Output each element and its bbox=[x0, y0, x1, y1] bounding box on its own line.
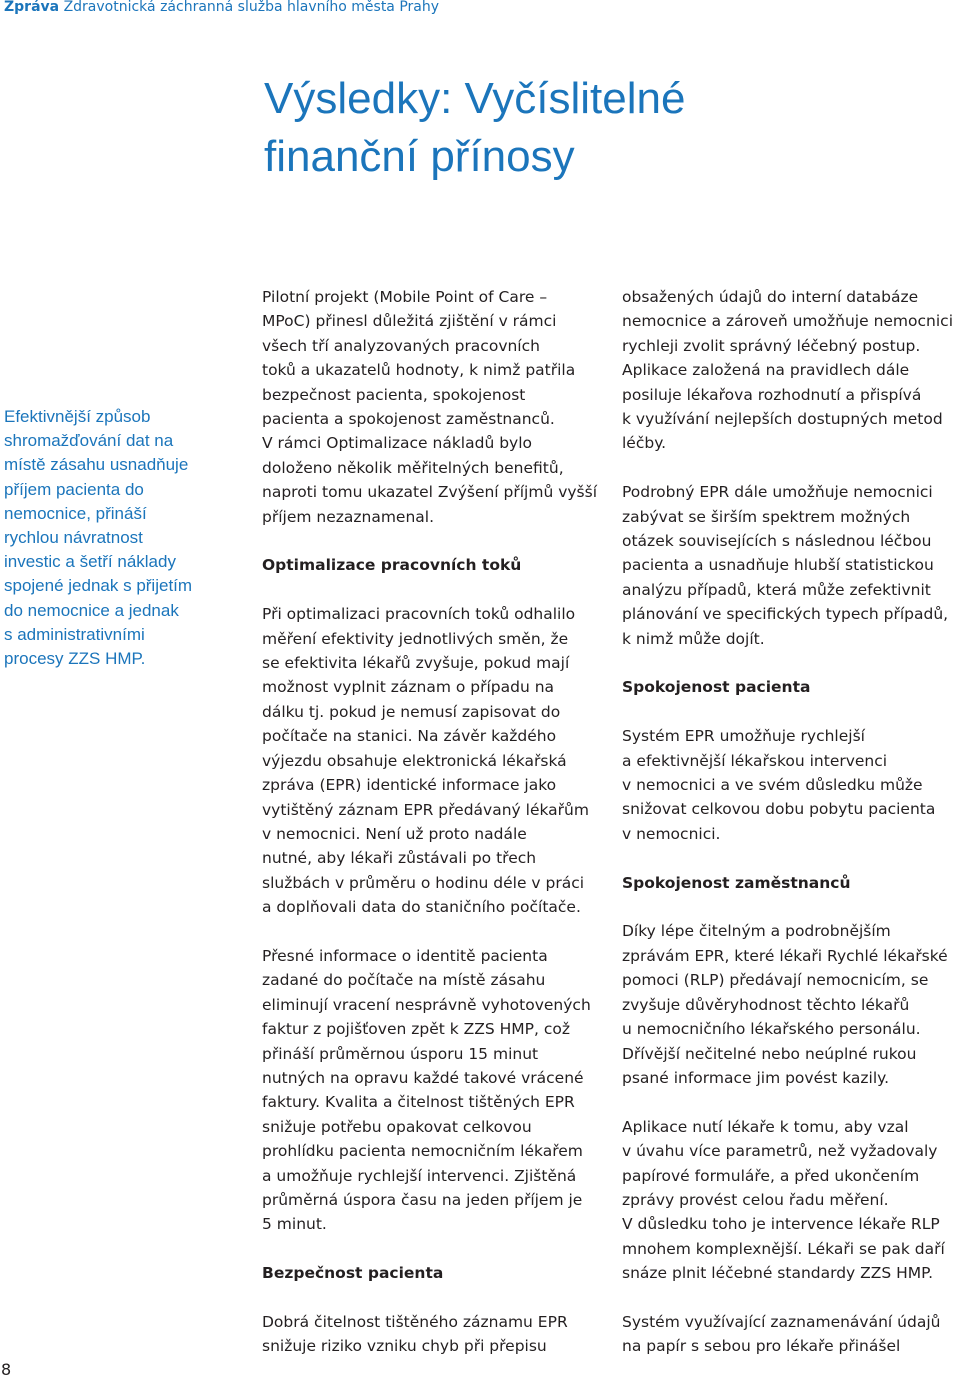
text-line: k nimž může dojít. bbox=[622, 629, 765, 648]
text-line: Systém EPR umožňuje rychlejší bbox=[622, 727, 865, 746]
text-line: mnohem komplexnější. Lékaři se pak daří bbox=[622, 1239, 945, 1258]
text-line: spojené jednak s přijetím bbox=[4, 576, 193, 596]
text-line: faktur z pojišťoven zpět k ZZS HMP, což bbox=[262, 1020, 571, 1039]
text-line: snižuje potřebu opakovat celkovou bbox=[262, 1117, 532, 1136]
text-line: v nemocnici. Není už proto nadále bbox=[262, 824, 527, 843]
heading-patient-safety: Bezpečnost pacienta bbox=[262, 1264, 444, 1283]
text-line: průměrná úspora času na jeden příjem je bbox=[262, 1190, 583, 1209]
text-line: rychleji zvolit správný léčebný postup. bbox=[622, 336, 921, 355]
text-line: analýzu případů, která může zefektivnit bbox=[622, 580, 931, 599]
text-line: snižuje riziko vzniku chyb při přepisu bbox=[262, 1337, 547, 1356]
text-line: a umožňuje rychlejší intervenci. Zjištěná bbox=[262, 1166, 577, 1185]
text-line: na papír s sebou pro lékaře přinášel bbox=[622, 1337, 901, 1356]
text-line: naproti tomu ukazatel Zvýšení příjmů vyšší bbox=[262, 483, 598, 502]
column-middle bbox=[262, 285, 607, 1383]
identity-paragraph bbox=[262, 944, 607, 1237]
text-line: shromažďování dat na bbox=[4, 431, 174, 451]
text-line: psané informace jim povést kazily. bbox=[622, 1068, 890, 1087]
continuation-paragraph bbox=[622, 285, 960, 456]
workflow-paragraph bbox=[262, 602, 607, 919]
text-line: se efektivita lékařů zvyšuje, pokud mají bbox=[262, 654, 570, 673]
text-line: Aplikace nutí lékaře k tomu, aby vzal bbox=[622, 1117, 909, 1136]
text-line: toků a ukazatelů hodnoty, k nimž patřila bbox=[262, 361, 576, 380]
page-number: 8 bbox=[1, 1360, 12, 1379]
text-line: rychlou návratnost bbox=[4, 528, 143, 548]
text-line: posiluje lékařova rozhodnutí a přispívá bbox=[622, 385, 922, 404]
text-line: zprávám EPR, které lékaři Rychlé lékařské bbox=[622, 946, 948, 965]
text-line: MPoC) přinesl důležitá zjištění v rámci bbox=[262, 312, 557, 331]
text-line: V důsledku toho je intervence lékaře RLP bbox=[622, 1215, 940, 1234]
text-line: snižovat celkovou dobu pobytu pacienta bbox=[622, 800, 936, 819]
text-line: místě zásahu usnadňuje bbox=[4, 455, 189, 475]
text-line: měření efektivity jednotlivých směn, že bbox=[262, 629, 569, 648]
text-line: procesy ZZS HMP. bbox=[4, 649, 146, 669]
text-line: faktury. Kvalita a čitelnost tištěných EPR bbox=[262, 1093, 575, 1112]
text-line: Aplikace založená na pravidlech dále bbox=[622, 361, 910, 380]
text-line: a doplňovali data do staničního počítače. bbox=[262, 898, 581, 917]
text-line: 5 minut. bbox=[262, 1215, 327, 1234]
text-line: finanční přínosy bbox=[264, 132, 575, 181]
text-line: k využívání nejlepších dostupných metod bbox=[622, 410, 943, 429]
text-line: Dobrá čitelnost tištěného záznamu EPR bbox=[262, 1312, 568, 1331]
intro-paragraph bbox=[262, 285, 607, 529]
text-line: doloženo několik měřitelných benefitů, bbox=[262, 458, 564, 477]
text-line: všech tří analyzovaných pracovních bbox=[262, 336, 540, 355]
detail-paragraph bbox=[622, 480, 960, 651]
text-line: nemocnice, přináší bbox=[4, 503, 147, 523]
heading-workflow: Optimalizace pracovních toků bbox=[262, 556, 522, 575]
text-line: Při optimalizaci pracovních toků odhalilo bbox=[262, 605, 576, 624]
text-line: Podrobný EPR dále umožňuje nemocnici bbox=[622, 483, 933, 502]
text-line: V rámci Optimalizace nákladů bylo bbox=[262, 434, 533, 453]
text-line: v nemocnici. bbox=[622, 824, 721, 843]
text-line: Výsledky: Vyčíslitelné bbox=[264, 74, 686, 123]
text-line: službách v průměru o hodinu déle v práci bbox=[262, 873, 585, 892]
text-line: a efektivnější lékařskou intervenci bbox=[622, 751, 888, 770]
text-line: příjem nezaznamenal. bbox=[262, 507, 435, 526]
text-line: nutné, aby lékaři zůstávali po třech bbox=[262, 849, 537, 868]
text-line: obsažených údajů do interní databáze bbox=[622, 288, 919, 306]
text-line: Přesné informace o identitě pacienta bbox=[262, 946, 548, 965]
text-line: prohlídku pacienta nemocničním lékařem bbox=[262, 1142, 583, 1161]
safety-paragraph bbox=[262, 1310, 607, 1359]
text-line: příjem pacienta do bbox=[4, 479, 144, 499]
text-line: do nemocnice a jednak bbox=[4, 600, 179, 620]
sidebar-pull-quote bbox=[4, 405, 229, 671]
application-paragraph bbox=[622, 1115, 960, 1286]
text-line: dálku tj. pokud je nemusí zapisovat do bbox=[262, 702, 561, 721]
text-line: papírové formuláře, a před ukončením bbox=[622, 1166, 920, 1185]
text-line: přináší průměrnou úsporu 15 minut bbox=[262, 1044, 539, 1063]
text-line: možnost vyplnit záznam o případu na bbox=[262, 678, 555, 697]
text-line: pomoci (RLP) předávají nemocnicím, se bbox=[622, 971, 929, 990]
text-line: Díky lépe čitelným a podrobnějším bbox=[622, 922, 891, 941]
text-line: nemocnice a zároveň umožňuje nemocnici bbox=[622, 312, 953, 331]
system-paragraph bbox=[622, 1310, 960, 1359]
text-line: Dřívější nečitelné nebo neúplné rukou bbox=[622, 1044, 917, 1063]
text-line: počítače na stanici. Na závěr každého bbox=[262, 727, 557, 746]
text-line: pacienta a spokojenost zaměstnanců. bbox=[262, 410, 555, 429]
text-line: Efektivnější způsob bbox=[4, 407, 151, 426]
text-line: s administrativními bbox=[4, 624, 145, 644]
running-header bbox=[4, 0, 439, 15]
text-line: eliminují vracení nesprávně vyhotovených bbox=[262, 995, 591, 1014]
text-line: zprávy provést celou řadu měření. bbox=[622, 1190, 889, 1209]
text-line: zadané do počítače na místě zásahu bbox=[262, 971, 546, 990]
column-right bbox=[622, 285, 960, 1383]
text-line: v úvahu více parametrů, než vyžadovaly bbox=[622, 1142, 938, 1161]
text-line: zabývat se širším spektrem možných bbox=[622, 507, 911, 526]
text-line: u nemocničního lékařského personálu. bbox=[622, 1020, 921, 1039]
text-line: léčby. bbox=[622, 434, 667, 453]
header-subtitle: Zdravotnická záchranná služba hlavního města Prahy bbox=[63, 0, 440, 15]
text-line: v nemocnici a ve svém důsledku může bbox=[622, 776, 923, 795]
page-title bbox=[264, 70, 685, 186]
heading-patient-satisfaction: Spokojenost pacienta bbox=[622, 678, 811, 697]
text-line: zvyšuje důvěryhodnost těchto lékařů bbox=[622, 995, 910, 1014]
text-line: nutných na opravu každé takové vrácené bbox=[262, 1068, 584, 1087]
text-line: zpráva (EPR) identické informace jako bbox=[262, 776, 557, 795]
heading-staff-satisfaction: Spokojenost zaměstnanců bbox=[622, 873, 851, 892]
text-line: plánování ve specifických typech případů, bbox=[622, 605, 949, 624]
text-line: investic a šetří náklady bbox=[4, 552, 176, 572]
text-line: snáze plnit léčebné standardy ZZS HMP. bbox=[622, 1264, 934, 1283]
text-line: pacienta a usnadňuje hlubší statistickou bbox=[622, 556, 934, 575]
staff-paragraph bbox=[622, 919, 960, 1090]
text-line: výjezdu obsahuje elektronická lékařská bbox=[262, 751, 567, 770]
header-label: Zpráva bbox=[4, 0, 60, 15]
text-line: vytištěný záznam EPR předávaný lékařům bbox=[262, 800, 589, 819]
patient-paragraph bbox=[622, 724, 960, 846]
text-line: Systém využívající zaznamenávání údajů bbox=[622, 1312, 941, 1331]
text-line: Pilotní projekt (Mobile Point of Care – bbox=[262, 288, 548, 306]
text-line: bezpečnost pacienta, spokojenost bbox=[262, 385, 526, 404]
text-line: otázek souvisejících s následnou léčbou bbox=[622, 532, 932, 551]
